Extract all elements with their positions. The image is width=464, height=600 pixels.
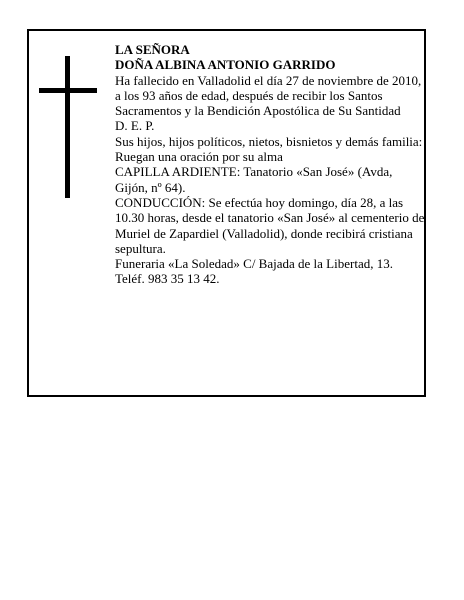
procession-info: CONDUCCIÓN: Se efectúa hoy domingo, día 28, a las 10.30 horas, desde el tanatorio «San José» al cementerio de Muriel de Zapardiel (Valladolid), donde recibirá cristiana sepultura. [115, 194, 425, 256]
deceased-name: DOÑA ALBINA ANTONIO GARRIDO [115, 57, 336, 73]
rest-in-peace: D. E. P. [115, 118, 155, 134]
funeral-home-info: Funeraria «La Soledad» C/ Bajada de la Libertad, 13. Teléf. 983 35 13 42. [115, 256, 393, 287]
cross-vertical-bar [65, 56, 70, 198]
death-announcement: Ha fallecido en Valladolid el día 27 de noviembre de 2010, a los 93 años de edad, después de recibir los Santos Sacramentos y la Bendición Apostólica de Su Santidad [115, 72, 422, 119]
chapel-info: CAPILLA ARDIENTE: Tanatorio «San José» (Avda, Gijón, nº 64). [115, 164, 393, 195]
prayer-request: Ruegan una oración por su alma [115, 149, 283, 165]
family-line: Sus hijos, hijos políticos, nietos, bisnietos y demás familia: [115, 133, 423, 149]
cross-icon [39, 56, 97, 198]
cross-horizontal-bar [39, 88, 97, 93]
obituary-notice [27, 29, 426, 397]
notice-text [115, 42, 425, 287]
title-line-1: LA SEÑORA [115, 42, 190, 57]
